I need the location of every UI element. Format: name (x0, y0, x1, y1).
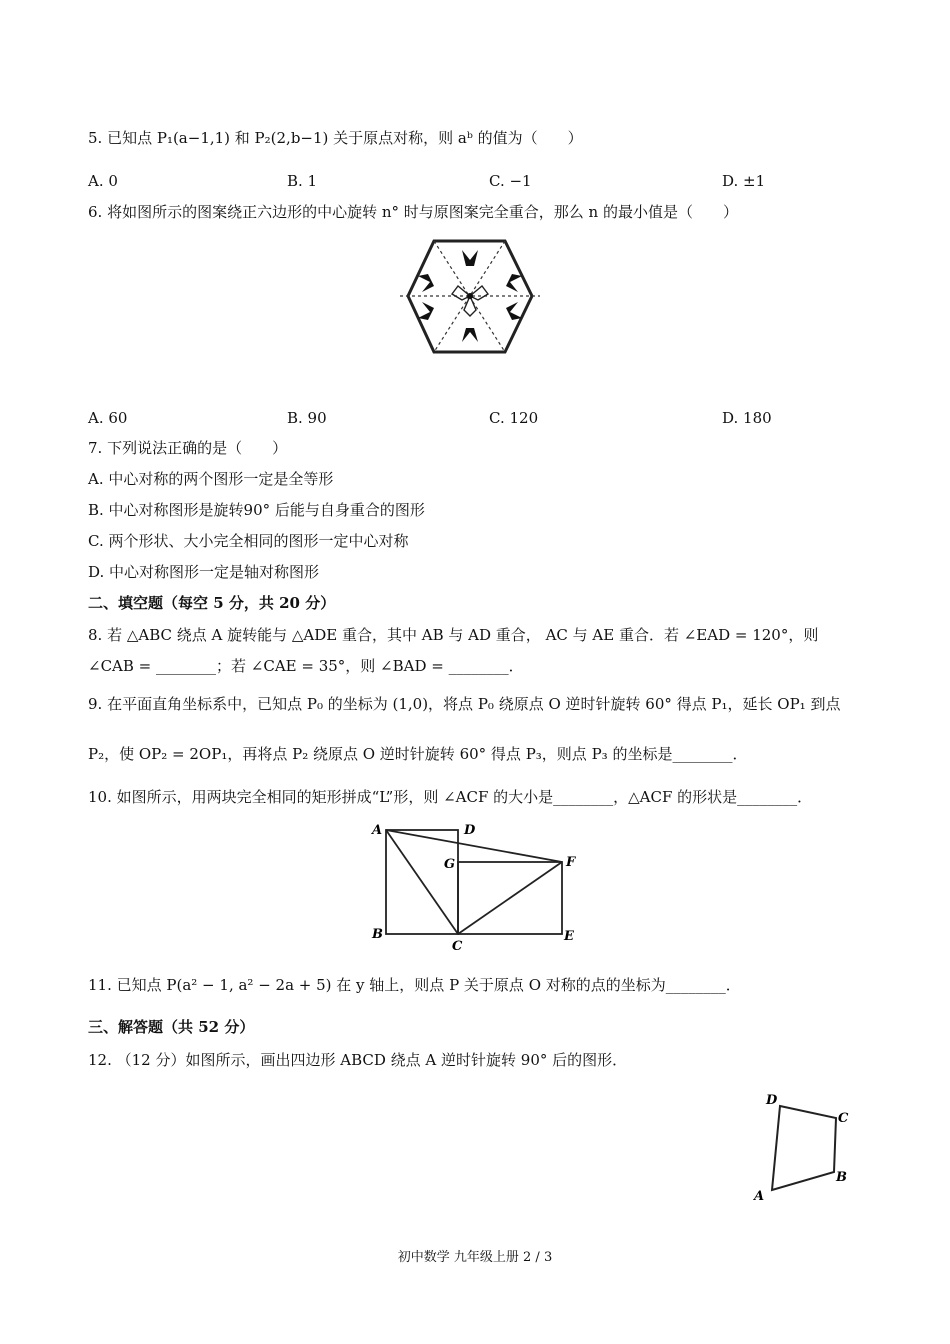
quadrilateral-abcd-figure (750, 1088, 860, 1206)
q7-option-c: C. 两个形状、大小完全相同的图形一定中心对称 (88, 532, 409, 550)
hexagon-pattern-figure (400, 236, 540, 358)
label-c: C (838, 1111, 849, 1126)
l-shape-rectangles-figure (366, 818, 586, 954)
q5-option-b: B. 1 (287, 172, 318, 190)
q12-stem: 12. （12 分）如图所示，画出四边形 ABCD 绕点 A 逆时针旋转 90° 后的图形． (88, 1051, 628, 1069)
q6-option-a: A. 60 (88, 409, 128, 427)
q7-option-b: B. 中心对称图形是旋转90° 后能与自身重合的图形 (88, 501, 425, 519)
q6-option-b: B. 90 (287, 409, 327, 427)
q9-line-1: 9. 在平面直角坐标系中，已知点 P₀ 的坐标为 (1,0)，将点 P₀ 绕原点 O 逆时针旋转 60° 得点 P₁，延长 OP₁ 到点 (88, 695, 841, 713)
label-g: G (444, 857, 456, 872)
q8-line-2: ∠CAB = ________；若 ∠CAE = 35°，则 ∠BAD = ________． (88, 657, 524, 675)
q6-stem: 6. 将如图所示的图案绕正六边形的中心旋转 n° 时与原图案完全重合，那么 n 的最小值是（ ） (88, 203, 738, 221)
section-3-title: 三、解答题（共 52 分） (88, 1018, 255, 1036)
q7-option-d: D. 中心对称图形一定是轴对称图形 (88, 563, 320, 581)
page-footer: 初中数学 九年级上册 2 / 3 (397, 1250, 553, 1265)
q5-option-a: A. 0 (88, 172, 118, 190)
label-d: D (464, 823, 476, 838)
section-2-title: 二、填空题（每空 5 分，共 20 分） (88, 594, 336, 612)
q11-stem: 11. 已知点 P(a² − 1, a² − 2a + 5) 在 y 轴上，则点 P 关于原点 O 对称的点的坐标为________． (88, 976, 741, 994)
q6-option-c: C. 120 (489, 409, 539, 427)
q5-stem: 5. 已知点 P₁(a−1,1) 和 P₂(2,b−1) 关于原点对称，则 aᵇ 的值为（ ） (88, 129, 583, 147)
q7-stem: 7. 下列说法正确的是（ ） (88, 439, 288, 457)
label-e: E (564, 929, 574, 944)
q5-option-d: D. ±1 (722, 172, 766, 190)
q8-line-1: 8. 若 △ABC 绕点 A 旋转能与 △ADE 重合，其中 AB 与 AD 重合， AC 与 AE 重合．若 ∠EAD = 120°，则 (88, 626, 819, 644)
q5-option-c: C. −1 (489, 172, 532, 190)
label-d: D (766, 1093, 778, 1108)
label-c: C (452, 939, 463, 954)
q6-option-d: D. 180 (722, 409, 772, 427)
label-b: B (372, 927, 383, 942)
label-f: F (566, 855, 576, 870)
label-a: A (754, 1189, 765, 1204)
label-b: B (836, 1170, 847, 1185)
label-a: A (372, 823, 383, 838)
q10-stem: 10. 如图所示，用两块完全相同的矩形拼成“L”形，则 ∠ACF 的大小是________，△ACF 的形状是________． (88, 788, 813, 806)
q9-line-2: P₂，使 OP₂ = 2OP₁，再将点 P₂ 绕原点 O 逆时针旋转 60° 得点 P₃，则点 P₃ 的坐标是________． (88, 745, 748, 763)
q7-option-a: A. 中心对称的两个图形一定是全等形 (88, 470, 334, 488)
